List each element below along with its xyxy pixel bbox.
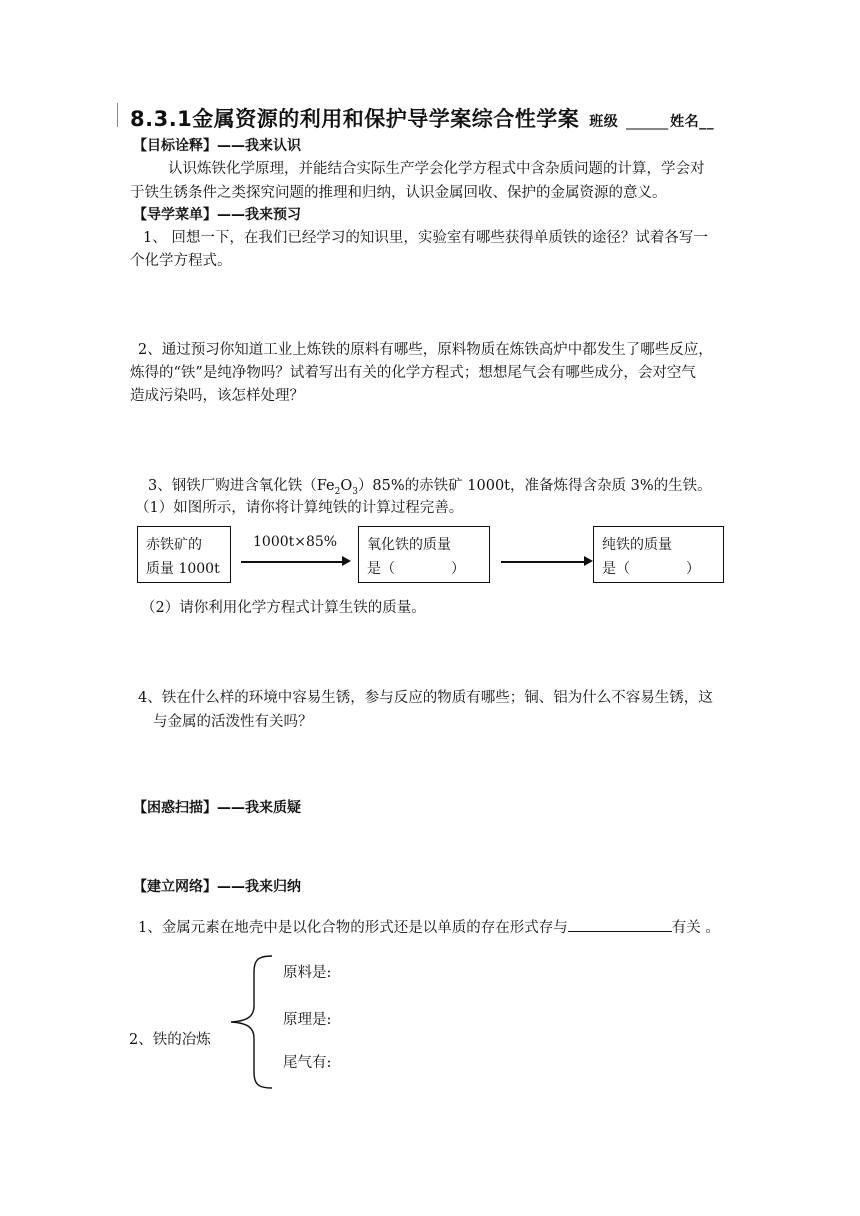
smelting-principle: 原理是: xyxy=(283,1012,332,1028)
flow-box-pure-iron-line2: 是（ ） xyxy=(602,561,700,577)
q3-sub2: 3 xyxy=(352,486,358,497)
flow-box-ore xyxy=(137,526,231,583)
network-item2-label: 2、铁的冶炼 xyxy=(129,1032,211,1048)
class-blank: ______ xyxy=(626,114,669,130)
q1-line2: 个化学方程式。 xyxy=(130,253,232,269)
flow-box-ore-line1: 赤铁矿的 xyxy=(146,537,202,553)
name-label: 姓名__ xyxy=(670,114,715,130)
q3-part2: （2）请你利用化学方程式计算生铁的质量。 xyxy=(141,600,426,616)
q2-line3: 造成污染吗，该怎样处理？ xyxy=(130,388,304,404)
flow-box-iron-oxide-line2: 是（ ） xyxy=(367,561,465,577)
q4-line2: 与金属的活泼性有关吗？ xyxy=(153,714,313,730)
title-text: 8.3.1金属资源的利用和保护导学案综合性学案 xyxy=(130,107,580,131)
page-title xyxy=(130,103,714,133)
network-item1-pre: 1、金属元素在地壳中是以化合物的形式还是以单质的存在形式存与 xyxy=(138,920,568,936)
network-item1 xyxy=(138,915,720,941)
flow-box-ore-line2: 质量 1000t xyxy=(146,561,220,577)
arrow2-head xyxy=(584,556,593,566)
goals-line2: 于铁生锈条件之类探究问题的推理和归纳，认识金属回收、保护的金属资源的意义。 xyxy=(130,185,667,201)
margin-mark xyxy=(117,103,118,127)
class-label: 班级 xyxy=(589,114,619,130)
smelting-tailgas: 尾气有: xyxy=(283,1055,332,1071)
q3-stem-pre: 3、钢铁厂购进含氧化铁（Fe xyxy=(148,478,335,494)
arrow1-head xyxy=(342,556,351,566)
flow-box-pure-iron xyxy=(593,526,724,583)
flow-box-iron-oxide xyxy=(358,526,490,583)
curly-brace xyxy=(228,954,274,1090)
q1-line1: 1、 回想一下，在我们已经学习的知识里，实验室有哪些获得单质铁的途径？试着各写一 xyxy=(143,230,708,246)
network-heading: 【建立网络】——我来归纳 xyxy=(133,879,301,895)
arrow1-line xyxy=(241,561,343,563)
fill-blank-line xyxy=(568,917,672,932)
goals-line1: 认识炼铁化学原理，并能结合实际生产学会化学方程式中含杂质问题的计算，学会对 xyxy=(168,161,705,177)
network-item1-post: 有关 。 xyxy=(671,920,720,936)
q2-line2: 炼得的“铁”是纯净物吗？试着写出有关的化学方程式；想想尾气会有哪些成分，会对空气 xyxy=(130,365,696,381)
arrow1-label: 1000t×85% xyxy=(253,534,338,550)
flow-box-iron-oxide-line1: 氧化铁的质量 xyxy=(367,537,451,553)
q3-stem-mid: O xyxy=(340,478,353,494)
q4-line1: 4、铁在什么样的环境中容易生锈，参与反应的物质有哪些；铜、铝为什么不容易生锈，这 xyxy=(138,690,713,706)
arrow2-line xyxy=(501,561,585,563)
preview-heading: 【导学菜单】——我来预习 xyxy=(133,207,301,223)
smelting-raw: 原料是: xyxy=(283,965,332,981)
q3-stem-post: ）85%的赤铁矿 1000t，准备炼得含杂质 3%的生铁。 xyxy=(357,478,712,494)
q2-line1: 2、通过预习你知道工业上炼铁的原料有哪些，原料物质在炼铁高炉中都发生了哪些反应， xyxy=(138,342,713,358)
q3-sub1: 2 xyxy=(334,486,341,497)
doubts-heading: 【困惑扫描】——我来质疑 xyxy=(133,800,301,816)
flow-box-pure-iron-line1: 纯铁的质量 xyxy=(602,537,672,553)
q3-part1: （1）如图所示，请你将计算纯铁的计算过程完善。 xyxy=(135,500,464,516)
goals-heading: 【目标诠释】——我来认识 xyxy=(133,138,301,154)
